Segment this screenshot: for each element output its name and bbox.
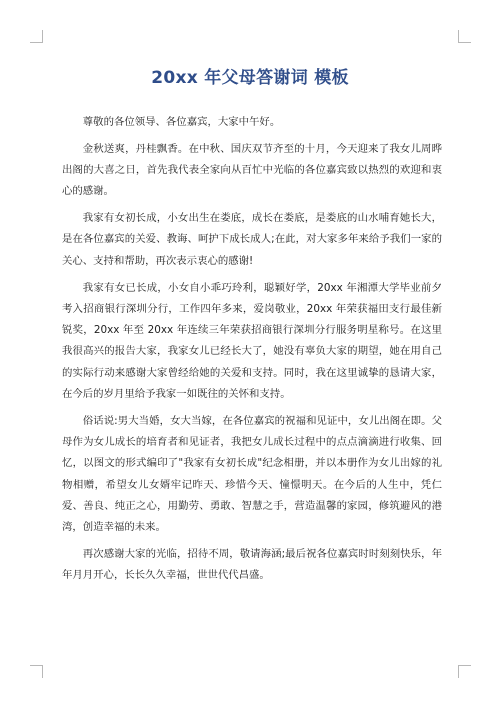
crop-mark-bottom-right xyxy=(458,665,471,678)
crop-mark-bottom-left xyxy=(30,665,43,678)
paragraph-achievements: 我家有女已长成，小女自小乖巧玲利，聪颖好学，20xx 年湘潭大学毕业前夕考入招商银行深圳分行，工作四年多来，爱岗敬业，20xx 年荣获福田支行最佳新锐奖，20xx 年至 20xx 年连续三年荣获招商银行深圳分行服务明星称号。在这里我很高兴的报告大家，我家女儿已经长大了，她没有辜负大家的期望，她在用自己的实际行动来感谢大家曾经给她的关爱和支持。同时，我在这里诚挚的恳请大家，在今后的岁月里给予我家一如既往的关怀和支持。 xyxy=(62,281,442,401)
document-title: 20xx 年父母答谢词 模板 xyxy=(151,68,349,88)
paragraph-growing-up: 我家有女初长成，小女出生在娄底，成长在娄底，是娄底的山水哺育她长大，是在各位嘉宾的关爱、教诲、呵护下成长成人;在此，对大家多年来给予我们一家的关心、支持和帮助，再次表示衷心的感谢! xyxy=(62,212,442,267)
crop-mark-top-left xyxy=(30,30,43,43)
paragraph-welcome: 金秋送爽，丹桂飘香。在中秋、国庆双节齐至的十月，今天迎来了我女儿周晔出阁的大喜之日，首先我代表全家向从百忙中光临的各位嘉宾致以热烈的欢迎和衷心的感谢。 xyxy=(62,142,442,198)
paragraph-closing: 再次感谢大家的光临，招待不周，敬请海涵;最后祝各位嘉宾时时刻刻快乐，年年月月开心，长长久久幸福，世世代代昌盛。 xyxy=(62,548,442,582)
paragraph-marriage: 俗话说:男大当婚，女大当嫁，在各位嘉宾的祝福和见证中，女儿出阁在即。父母作为女儿成长的培育者和见证者，我把女儿成长过程中的点点滴滴进行收集、回忆，以图文的形式编印了"我家有女初长成"纪念相册，并以本册作为女儿出嫁的礼物相赠，希望女儿女婿牢记昨天、珍惜今天、憧憬明天。在今后的人生中，凭仁爱、善良、纯正之心，用勤劳、勇敢、智慧之手，营造温馨的家园，修筑避风的港湾，创造幸福的未来。 xyxy=(62,414,442,534)
crop-mark-top-right xyxy=(458,30,471,43)
paragraph-greeting: 尊敬的各位领导、各位嘉宾，大家中午好。 xyxy=(82,116,281,128)
document-body xyxy=(62,112,442,592)
